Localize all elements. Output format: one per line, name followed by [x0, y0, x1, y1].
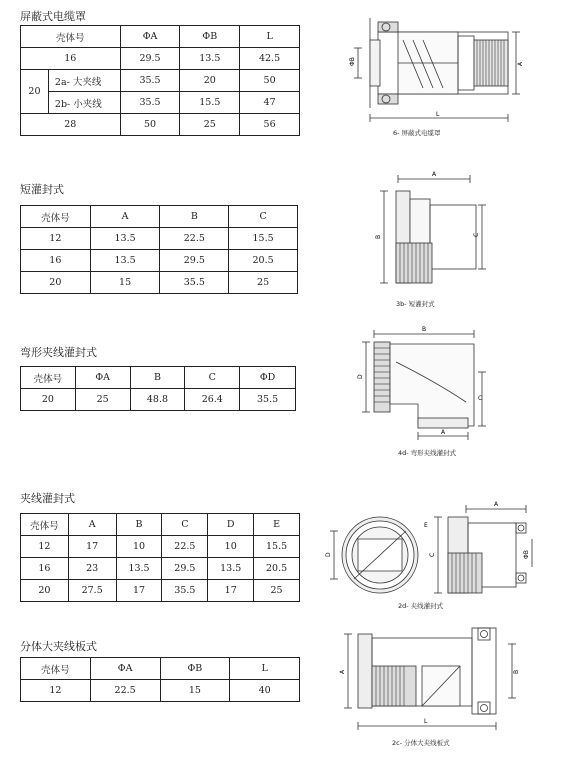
table-row [21, 514, 300, 536]
cell: 10 [208, 536, 254, 558]
cell: 35.5 [120, 70, 180, 92]
header-cell: ΦB [160, 658, 230, 680]
cell: 56 [240, 114, 300, 136]
table-short-potting [20, 205, 298, 294]
cell: 15 [90, 272, 160, 294]
dim-label: A [517, 61, 524, 66]
header-cell: C [229, 206, 298, 228]
figure-caption: 3b- 短灌封式 [396, 300, 435, 308]
figure-shielded-cable-cover [348, 10, 528, 130]
cell: 35.5 [240, 389, 296, 411]
cell: 50 [240, 70, 300, 92]
cell: 12 [21, 680, 91, 702]
table-clamp-potting [20, 513, 300, 602]
cell: 16 [21, 250, 91, 272]
dim-label: D [357, 374, 364, 379]
cell: 22.5 [160, 228, 229, 250]
cell: 12 [21, 228, 91, 250]
cell: 2b- 小夹线 [48, 92, 120, 114]
figure-caption: 2d- 夹线灌封式 [398, 602, 444, 610]
header-cell: A [90, 206, 160, 228]
cell: 25 [75, 389, 130, 411]
cell: 25 [254, 580, 300, 602]
header-cell: 壳体号 [21, 658, 91, 680]
cell: 15.5 [229, 228, 298, 250]
cell: 35.5 [120, 92, 180, 114]
cell: 10 [116, 536, 162, 558]
table-row [21, 558, 300, 580]
cell: 26.4 [185, 389, 240, 411]
cell: 16 [21, 48, 121, 70]
header-cell: 壳体号 [21, 26, 121, 48]
table-row [21, 580, 300, 602]
cell: 50 [120, 114, 180, 136]
dim-label: B [375, 234, 382, 239]
dim-label: L [424, 718, 428, 725]
cell: 13.5 [90, 250, 160, 272]
figure-caption: 6- 屏蔽式电缆罩 [393, 129, 441, 137]
dim-label: C [429, 552, 436, 557]
dim-label: A [494, 501, 499, 508]
cell: 22.5 [162, 536, 208, 558]
table-row [21, 26, 300, 48]
header-cell: C [185, 367, 240, 389]
dim-label: E [424, 522, 428, 529]
section-title-split-clamp: 分体大夹线板式 [20, 640, 97, 653]
dim-label: B [422, 326, 427, 333]
dim-label: A [432, 171, 437, 178]
header-cell: ΦA [75, 367, 130, 389]
cell: 48.8 [130, 389, 185, 411]
cell: 20.5 [229, 250, 298, 272]
header-cell: C [162, 514, 208, 536]
cell: 17 [208, 580, 254, 602]
table-row [21, 367, 296, 389]
table-shielded [20, 25, 300, 136]
dim-label: L [436, 111, 440, 118]
cell: 25 [180, 114, 240, 136]
cell: 20 [21, 389, 76, 411]
cell: 17 [116, 580, 162, 602]
header-cell: B [160, 206, 229, 228]
cell: 47 [240, 92, 300, 114]
header-cell: 壳体号 [21, 206, 91, 228]
dim-label: ΦB [349, 57, 356, 66]
table-row [21, 680, 300, 702]
figure-caption: 2c- 分体大夹线板式 [392, 739, 450, 747]
cell: 20 [21, 70, 49, 114]
cell: 22.5 [90, 680, 160, 702]
header-cell: ΦA [90, 658, 160, 680]
header-cell: 壳体号 [21, 514, 69, 536]
table-row [21, 48, 300, 70]
dim-label: C [473, 232, 480, 237]
cell: 35.5 [160, 272, 229, 294]
figure-bent-clamp [356, 322, 496, 447]
section-title-bent-clamp: 弯形夹线灌封式 [20, 346, 97, 359]
table-row [21, 206, 298, 228]
section-title-shielded: 屏蔽式电缆罩 [20, 10, 86, 23]
cell: 40 [230, 680, 300, 702]
header-cell: L [230, 658, 300, 680]
cell: 23 [68, 558, 116, 580]
table-row [21, 92, 300, 114]
cell: 25 [229, 272, 298, 294]
header-cell: D [208, 514, 254, 536]
cell: 12 [21, 536, 69, 558]
dim-label: A [339, 669, 346, 674]
cell: 42.5 [240, 48, 300, 70]
cell: 20.5 [254, 558, 300, 580]
header-cell: B [116, 514, 162, 536]
table-row [21, 536, 300, 558]
cell: 20 [21, 580, 69, 602]
table-row [21, 70, 300, 92]
table-row [21, 250, 298, 272]
table-row [21, 272, 298, 294]
figure-caption: 4d- 弯形夹线灌封式 [398, 449, 457, 457]
cell: 17 [68, 536, 116, 558]
figure-split-clamp [336, 622, 536, 734]
cell: 15.5 [254, 536, 300, 558]
dim-label: B [513, 669, 520, 674]
header-cell: E [254, 514, 300, 536]
cell: 29.5 [160, 250, 229, 272]
header-cell: ΦD [240, 367, 296, 389]
cell: 16 [21, 558, 69, 580]
dim-label: D [325, 552, 332, 557]
cell: 13.5 [208, 558, 254, 580]
cell: 13.5 [180, 48, 240, 70]
figure-short-potting [370, 165, 490, 300]
header-cell: 壳体号 [21, 367, 76, 389]
dim-label: ΦB [523, 550, 530, 559]
figure-clamp-potting [320, 495, 540, 600]
table-row [21, 658, 300, 680]
cell: 29.5 [120, 48, 180, 70]
dim-label: A [441, 429, 446, 436]
section-title-clamp-potting: 夹线灌封式 [20, 492, 75, 505]
header-cell: L [240, 26, 300, 48]
cell: 15 [160, 680, 230, 702]
cell: 29.5 [162, 558, 208, 580]
table-row [21, 389, 296, 411]
cell: 20 [21, 272, 91, 294]
cell: 15.5 [180, 92, 240, 114]
cell: 27.5 [68, 580, 116, 602]
header-cell: B [130, 367, 185, 389]
cell: 13.5 [116, 558, 162, 580]
header-cell: A [68, 514, 116, 536]
cell: 35.5 [162, 580, 208, 602]
table-row [21, 228, 298, 250]
cell: 13.5 [90, 228, 160, 250]
cell: 2a- 大夹线 [48, 70, 120, 92]
table-row [21, 114, 300, 136]
header-cell: ΦA [120, 26, 180, 48]
cell: 28 [21, 114, 121, 136]
table-bent-clamp [20, 366, 296, 411]
dim-label: C [478, 395, 483, 402]
cell: 20 [180, 70, 240, 92]
section-title-short-potting: 短灌封式 [20, 183, 64, 196]
header-cell: ΦB [180, 26, 240, 48]
table-split-clamp [20, 657, 300, 702]
